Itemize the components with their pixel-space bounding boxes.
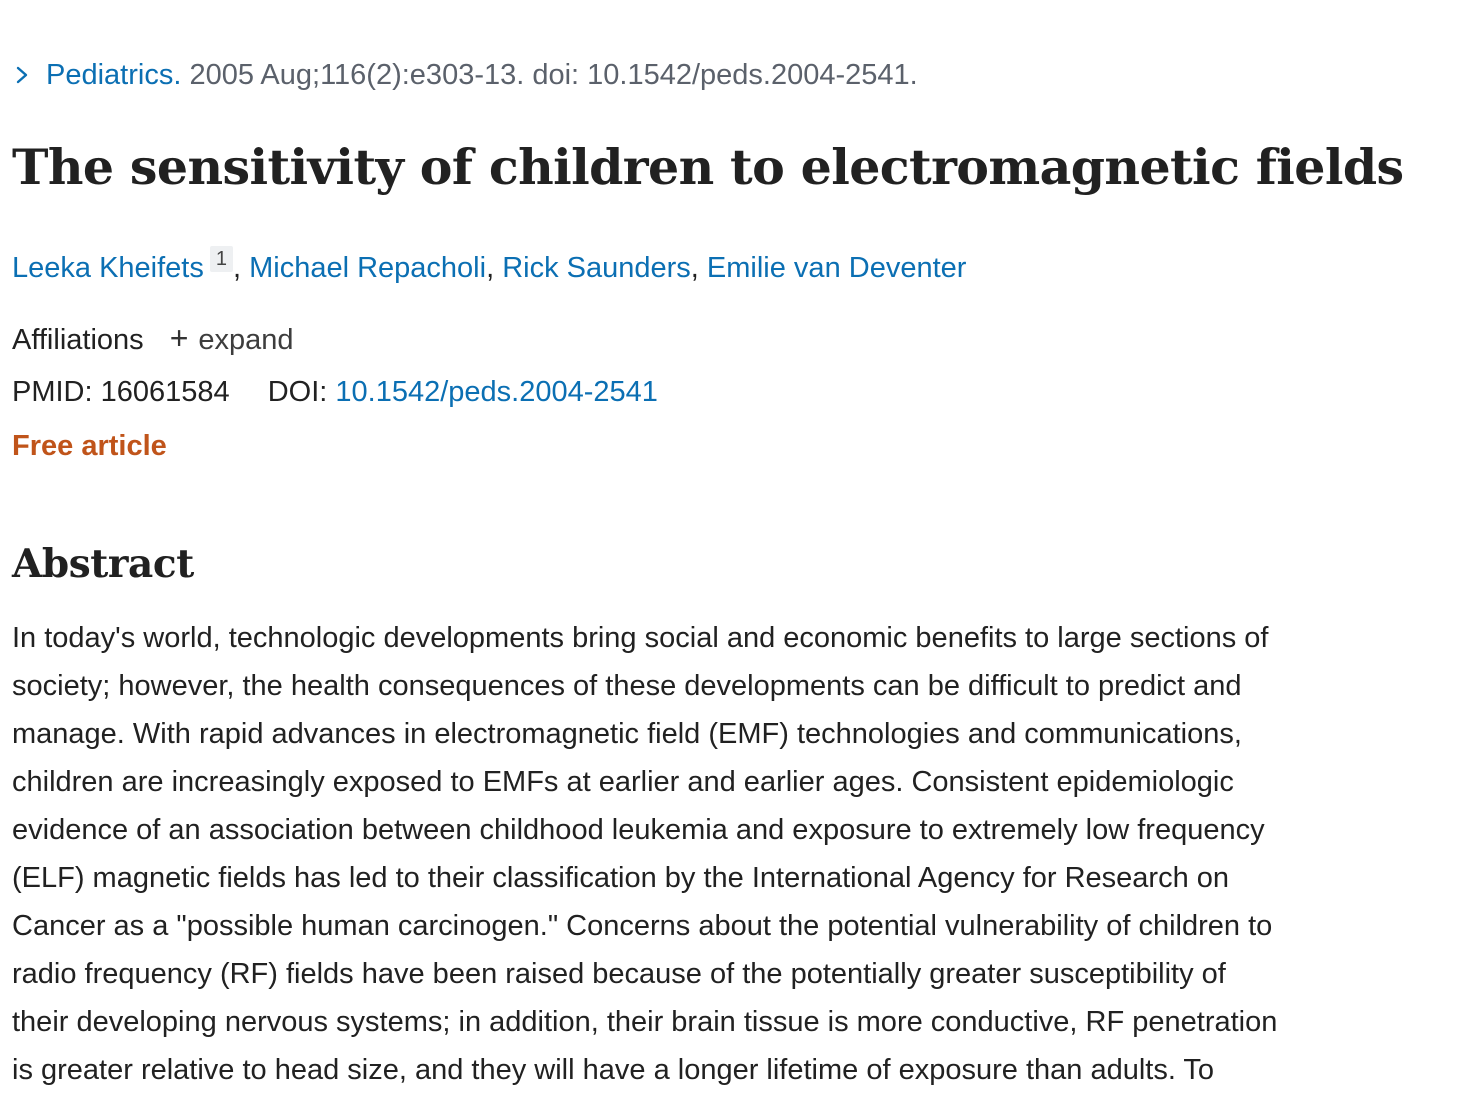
doi-link[interactable]: 10.1542/peds.2004-2541 xyxy=(335,376,658,408)
author-link[interactable]: Emilie van Deventer xyxy=(706,252,967,284)
expand-label: expand xyxy=(198,324,294,356)
abstract-heading: Abstract xyxy=(12,541,194,587)
author-separator: , xyxy=(690,252,707,284)
abstract-line: their developing nervous systems; in addition, their brain tissue is more conductive, RF penetration xyxy=(12,1006,1278,1038)
author-separator: , xyxy=(486,252,503,284)
free-article-badge: Free article xyxy=(12,430,167,462)
abstract-line: In today's world, technologic developments bring social and economic benefits to large sections of xyxy=(12,622,1269,654)
citation-line xyxy=(12,56,918,94)
plus-icon: + xyxy=(169,320,189,356)
article-title: The sensitivity of children to electromagnetic fields xyxy=(12,138,1404,196)
identifiers-row xyxy=(12,372,658,412)
abstract-line: is greater relative to head size, and they will have a longer lifetime of exposure than adults. To xyxy=(12,1054,1215,1086)
pmid-label: PMID: xyxy=(12,376,93,408)
abstract-line: Cancer as a "possible human carcinogen." Concerns about the potential vulnerability of children to xyxy=(12,910,1273,942)
author-link[interactable]: Michael Repacholi xyxy=(249,252,487,284)
doi-label: DOI: xyxy=(267,376,328,408)
affiliation-ref[interactable]: 1 xyxy=(210,246,233,272)
author-link[interactable]: Rick Saunders xyxy=(502,252,691,284)
abstract-line: evidence of an association between childhood leukemia and exposure to extremely low frequency xyxy=(12,814,1265,846)
chevron-right-icon[interactable] xyxy=(12,56,34,94)
abstract-line: children are increasingly exposed to EMFs at earlier and earlier ages. Consistent epidemiologic xyxy=(12,766,1234,798)
author-separator: , xyxy=(232,252,250,284)
affiliations-label: Affiliations xyxy=(12,324,144,356)
citation-details: 2005 Aug;116(2):e303-13. doi: 10.1542/peds.2004-2541. xyxy=(181,59,918,91)
abstract-line: radio frequency (RF) fields have been raised because of the potentially greater susceptibility of xyxy=(12,958,1226,990)
authors-list xyxy=(12,246,966,288)
abstract-line: (ELF) magnetic fields has led to their classification by the International Agency for Research on xyxy=(12,862,1230,894)
expand-affiliations-button[interactable] xyxy=(170,318,294,360)
affiliations-row xyxy=(12,318,294,360)
abstract-line: manage. With rapid advances in electromagnetic field (EMF) technologies and communications, xyxy=(12,718,1242,750)
pmid-value: 16061584 xyxy=(100,376,230,408)
author-link[interactable]: Leeka Kheifets xyxy=(12,252,204,284)
abstract-text xyxy=(12,614,1442,1094)
journal-link[interactable]: Pediatrics. xyxy=(46,59,182,91)
abstract-line: society; however, the health consequences of these developments can be difficult to predict and xyxy=(12,670,1242,702)
